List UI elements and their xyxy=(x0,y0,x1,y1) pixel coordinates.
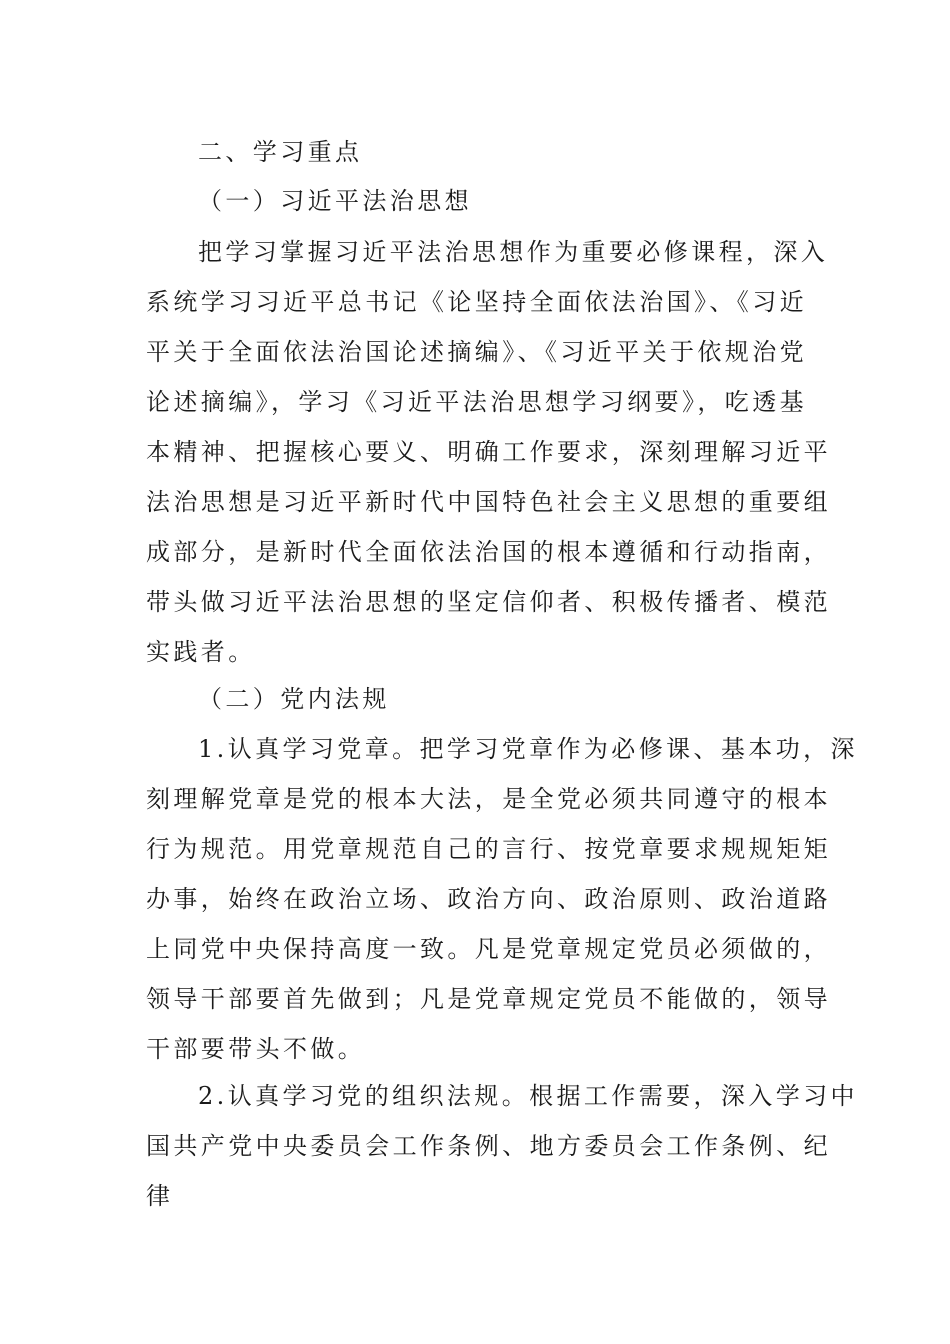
paragraph-line: 1.认真学习党章。把学习党章作为必修课、基本功，深 xyxy=(198,735,858,763)
paragraph-line: 上同党中央保持高度一致。凡是党章规定党员必须做的， xyxy=(146,935,831,963)
paragraph-line: 把学习掌握习近平法治思想作为重要必修课程，深入 xyxy=(198,238,829,266)
subsection-1-paragraph xyxy=(146,227,831,677)
paragraph-line: 刻理解党章是党的根本大法，是全党必须共同遵守的根本 xyxy=(146,785,831,813)
paragraph-line: 论述摘编》，学习《习近平法治思想学习纲要》，吃透基 xyxy=(146,388,807,416)
paragraph-line: 行为规范。用党章规范自己的言行、按党章要求规规矩矩 xyxy=(146,835,831,863)
subsection-2-item-1 xyxy=(146,724,858,1074)
paragraph-line: 2.认真学习党的组织法规。根据工作需要，深入学习中 xyxy=(198,1082,858,1110)
paragraph-line: 平关于全面依法治国论述摘编》、《习近平关于依规治党 xyxy=(146,338,807,366)
paragraph-line: 办事，始终在政治立场、政治方向、政治原则、政治道路 xyxy=(146,885,831,913)
paragraph-line: 带头做习近平法治思想的坚定信仰者、积极传播者、模范 xyxy=(146,588,831,616)
paragraph-line: 干部要带头不做。 xyxy=(146,1035,366,1063)
paragraph-line: 系统学习习近平总书记《论坚持全面依法治国》、《习近 xyxy=(146,288,807,316)
paragraph-line: 国共产党中央委员会工作条例、地方委员会工作条例、纪 xyxy=(146,1132,831,1160)
paragraph-line: 律 xyxy=(146,1182,174,1210)
section-title: 二、学习重点 xyxy=(198,138,363,166)
subsection-1-title: （一）习近平法治思想 xyxy=(198,187,472,215)
paragraph-line: 法治思想是习近平新时代中国特色社会主义思想的重要组 xyxy=(146,488,831,516)
subsection-2-title: （二）党内法规 xyxy=(198,685,390,713)
paragraph-line: 领导干部要首先做到；凡是党章规定党员不能做的，领导 xyxy=(146,985,831,1013)
paragraph-line: 本精神、把握核心要义、明确工作要求，深刻理解习近平 xyxy=(146,438,831,466)
paragraph-line: 实践者。 xyxy=(146,638,256,666)
subsection-2-item-2 xyxy=(146,1071,858,1221)
paragraph-line: 成部分，是新时代全面依法治国的根本遵循和行动指南， xyxy=(146,538,831,566)
